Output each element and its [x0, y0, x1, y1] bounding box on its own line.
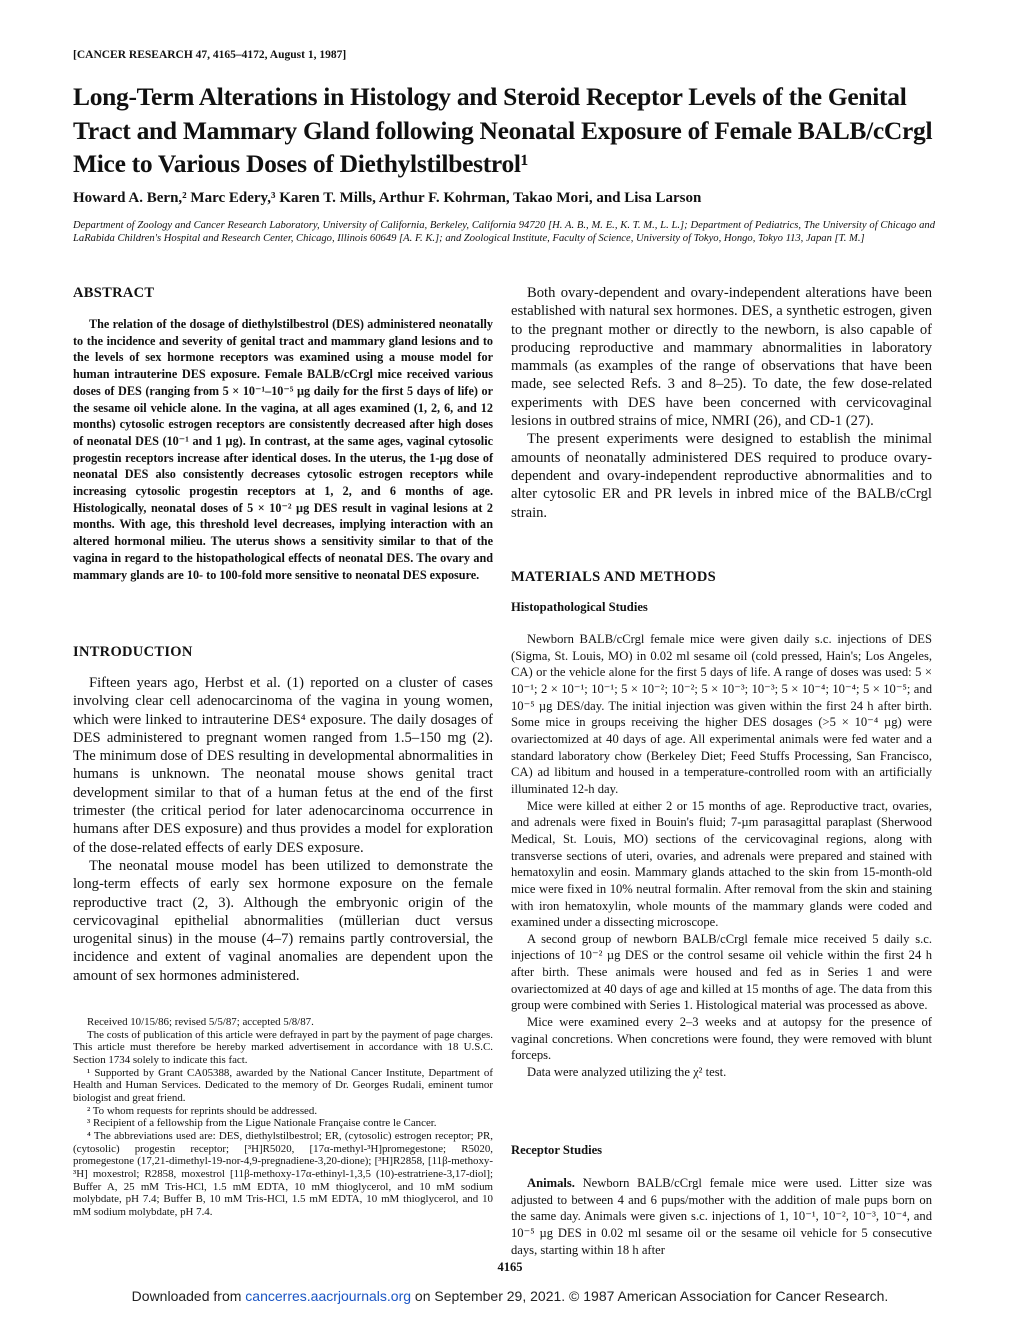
introduction-heading: INTRODUCTION — [73, 644, 193, 660]
introduction-body — [73, 674, 493, 985]
download-footer — [0, 1289, 1020, 1305]
footnote: Received 10/15/86; revised 5/5/87; accepted 5/8/87. — [87, 1016, 314, 1028]
article-title: Long-Term Alterations in Histology and Steroid Receptor Levels of the Genital Tract and Mammary Gland following Neonatal Exposure of Female BALB/cCrgl Mice to Various Doses of Diethylstilbestrol¹ — [73, 82, 933, 178]
histopathological-body — [511, 631, 932, 1081]
methods-heading: MATERIALS AND METHODS — [511, 569, 717, 585]
paragraph: Both ovary-dependent and ovary-independent alterations have been established with natural sex hormones. DES, a synthetic estrogen, given to the pregnant mother or directly to the newborn, is also capable of producing reproductive and mammary abnormalities in laboratory mammals (as examples of the range of observations that have been made, see selected Refs. 3 and 8–25). To date, the few dose-related experiments with DES have been concerned with cervicovaginal lesions in outbred strains of mice, NMRI (26), and CD-1 (27). — [511, 285, 932, 430]
footer-suffix: on September 29, 2021. © 1987 American Association for Cancer Research. — [411, 1288, 889, 1304]
footer-prefix: Downloaded from — [131, 1288, 246, 1304]
histopathological-heading: Histopathological Studies — [511, 600, 648, 614]
authors: Howard A. Bern,² Marc Edery,³ Karen T. Mills, Arthur F. Kohrman, Takao Mori, and Lisa Larson — [73, 190, 702, 206]
introduction-continued — [511, 284, 932, 522]
footnotes — [73, 1016, 493, 1219]
abstract-text: The relation of the dosage of diethylstilbestrol (DES) administered neonatally to the incidence and severity of genital tract and mammary gland lesions and to the levels of sex hormone receptors was examined using a mouse model for human intrauterine DES exposure. Female BALB/cCrgl mice received various doses of DES (ranging from 5 × 10⁻¹–10⁻⁵ µg daily for the first 5 days of life) or the sesame oil vehicle alone. In the vagina, at all ages examined (1, 2, 6, and 12 months) cytosolic estrogen receptors are consistently decreased after high doses of neonatal DES (10⁻¹ and 1 µg). In contrast, at the same ages, vaginal cytosolic progestin receptors increase after identical doses. In the uterus, the 1-µg dose of neonatal DES also consistently decreases cytosolic estrogen receptors while increasing cytosolic progestin receptors at 1, 2, and 6 months of age. Histologically, neonatal doses of 5 × 10⁻² µg DES result in vaginal lesions at 2 months. With age, this threshold level decreases, implying interaction with an altered hormonal milieu. The uterus shows a sensitivity similar to that of the vagina in regard to the histopathological effects of neonatal DES. The ovary and mammary glands are 10- to 100-fold more sensitive to neonatal DES exposure. — [73, 317, 493, 582]
abstract-heading: ABSTRACT — [73, 285, 155, 301]
paragraph: The present experiments were designed to establish the minimal amounts of neonatally administered DES required to produce ovary-dependent and ovary-independent reproductive abnormalities and to alter cytosolic ER and PR levels in inbred mice of the BALB/cCrgl strain. — [511, 431, 932, 521]
paragraph — [511, 1175, 932, 1258]
paragraph: A second group of newborn BALB/cCrgl female mice received 5 daily s.c. injections of 10⁻² µg DES or the control sesame oil vehicle within the first 24 h after birth. These animals were housed and fed as in Series 1 and were ovariectomized at 40 days of age and killed at 15 months of age. The data from this group were combined with Series 1. Histological material was processed as above. — [511, 931, 932, 1013]
paragraph: Mice were killed at either 2 or 15 months of age. Reproductive tract, ovaries, and adrenals were fixed in Bouin's fluid; 7-µm parasagittal paraplast (Sherwood Medical, St. Louis, MO) sections of the cervicovaginal regions, along with transverse sections of uteri, ovaries, and adrenals were prepared and stained with hematoxylin and eosin. Mammary glands attached to the skin from 15-month-old mice were fixed in 10% neutral formalin. After removal from the skin and staining with iron hematoxylin, whole mounts of the mammary glands were coded and examined under a dissecting microscope. — [511, 798, 932, 930]
abstract — [73, 316, 493, 583]
animals-body — [511, 1175, 932, 1258]
footnote: ² To whom requests for reprints should be addressed. — [87, 1104, 318, 1117]
receptor-studies-heading: Receptor Studies — [511, 1143, 603, 1157]
paragraph: Newborn BALB/cCrgl female mice were given daily s.c. injections of DES (Sigma, St. Louis, MO) in 0.02 ml sesame oil (cold pressed, Hain's; Los Angeles, CA) or the vehicle alone for the first 5 days of life. A range of doses was used: 5 × 10⁻¹; 2 × 10⁻¹; 10⁻¹; 5 × 10⁻²; 10⁻²; 5 × 10⁻³; 10⁻³; 5 × 10⁻⁴; 10⁻⁴; 5 × 10⁻⁵; and 10⁻⁵ µg DES/day. The initial injection was given within the first 24 h after birth. Some mice in groups receiving the higher DES dosages (>5 × 10⁻⁴ µg) were ovariectomized at 40 days of age. All experimental animals were fed water and a standard laboratory chow (Berkeley Diet; Feed Stuffs Processing, San Francisco, CA) ad libitum and housed in a temperature-controlled room with an artificially illuminated 12-h day. — [511, 632, 932, 796]
run-in-heading: Animals. — [527, 1176, 575, 1190]
footnote: ¹ Supported by Grant CA05388, awarded by the National Cancer Institute, Department of Health and Human Services. Dedicated to the memory of Dr. Georges Rudali, eminent tumor biologist and great friend. — [73, 1066, 493, 1104]
footnote: ³ Recipient of a fellowship from the Ligue Nationale Française contre le Cancer. — [87, 1117, 437, 1130]
journal-link[interactable]: cancerres.aacrjournals.org — [245, 1288, 412, 1304]
paragraph: Fifteen years ago, Herbst et al. (1) reported on a cluster of cases involving clear cell adenocarcinoma of the vagina in young women, which were linked to intrauterine DES⁴ exposure. The daily dosages of DES administered to pregnant women ranged from 1.5–150 mg (2). The minimum dose of DES resulting in developmental abnormalities in humans is unknown. The neonatal mouse shows genital tract development similar to that of a human fetus at the end of the first trimester (the critical period for later adenocarcinoma occurrence in humans after DES exposure) and thus provides a model for exploration of the dose-related effects of early DES exposure. — [73, 675, 493, 856]
affiliations: Department of Zoology and Cancer Research Laboratory, University of California, Berkeley, California 94720 [H. A. B., M. E., K. T. M., L. L.]; Department of Pediatrics, The University of Chicago and LaRabida Children's Hospital and Research Center, Chicago, Illinois 60649 [A. F. K.]; and Zoological Institute, Faculty of Science, University of Tokyo, Hongo, Tokyo 113, Japan [T. M.] — [73, 220, 935, 244]
animals-text: Newborn BALB/cCrgl female mice were used. Litter size was adjusted to between 4 and 6 pups/mother with the addition of male pups born on the same day. Animals were given s.c. injections of 1, 10⁻¹, 10⁻², 10⁻³, 10⁻⁴, and 10⁻⁵ µg DES in 0.02 ml sesame oil or the sesame oil vehicle for 5 consecutive days, starting within 18 h after — [511, 1176, 932, 1257]
journal-header: [CANCER RESEARCH 47, 4165–4172, August 1, 1987] — [73, 49, 347, 61]
paragraph: Data were analyzed utilizing the χ² test. — [527, 1065, 727, 1080]
paragraph: Mice were examined every 2–3 weeks and at autopsy for the presence of vaginal concretions. When concretions were found, they were removed with blunt forceps. — [511, 1015, 932, 1063]
footnote: ⁴ The abbreviations used are: DES, diethylstilbestrol; ER, (cytosolic) estrogen receptor; PR, (cytosolic) progestin receptor; [³H]R5020, [17α-methyl-³H]promegestone; R5020, promegestone (17,21-dimethyl-19-nor-4,9-pregnadiene-3,20-dione); [³H]R2858, [11β-methoxy-³H] moxestrol; R2858, moxestrol [11β-methoxy-17α-ethinyl-1,3,5 (10)-estratriene-3,17-diol]; Buffer A, 25 mM Tris-HCl, 1.5 mM EDTA, 10 mM thioglycerol, and 10 mM sodium molybdate, pH 7.4; Buffer B, 10 mM Tris-HCl, 1.5 mM EDTA, 10 mM thioglycerol, and 10 mM sodium molybdate, pH 7.4. — [73, 1129, 493, 1218]
paragraph: The neonatal mouse model has been utilized to demonstrate the long-term effects of early sex hormone exposure on the female reproductive tract (2, 3). Although the embryonic origin of the cervicovaginal epithelial abnormalities (müllerian duct versus urogenital sinus) in the mouse (4–7) remains partly controversial, the incidence and extent of vaginal anomalies are dependent upon the amount of sex hormones administered. — [73, 857, 493, 984]
footnote: The costs of publication of this article were defrayed in part by the payment of page charges. This article must therefore be hereby marked advertisement in accordance with 18 U.S.C. Section 1734 solely to indicate this fact. — [73, 1028, 493, 1066]
page-number: 4165 — [497, 1260, 523, 1274]
